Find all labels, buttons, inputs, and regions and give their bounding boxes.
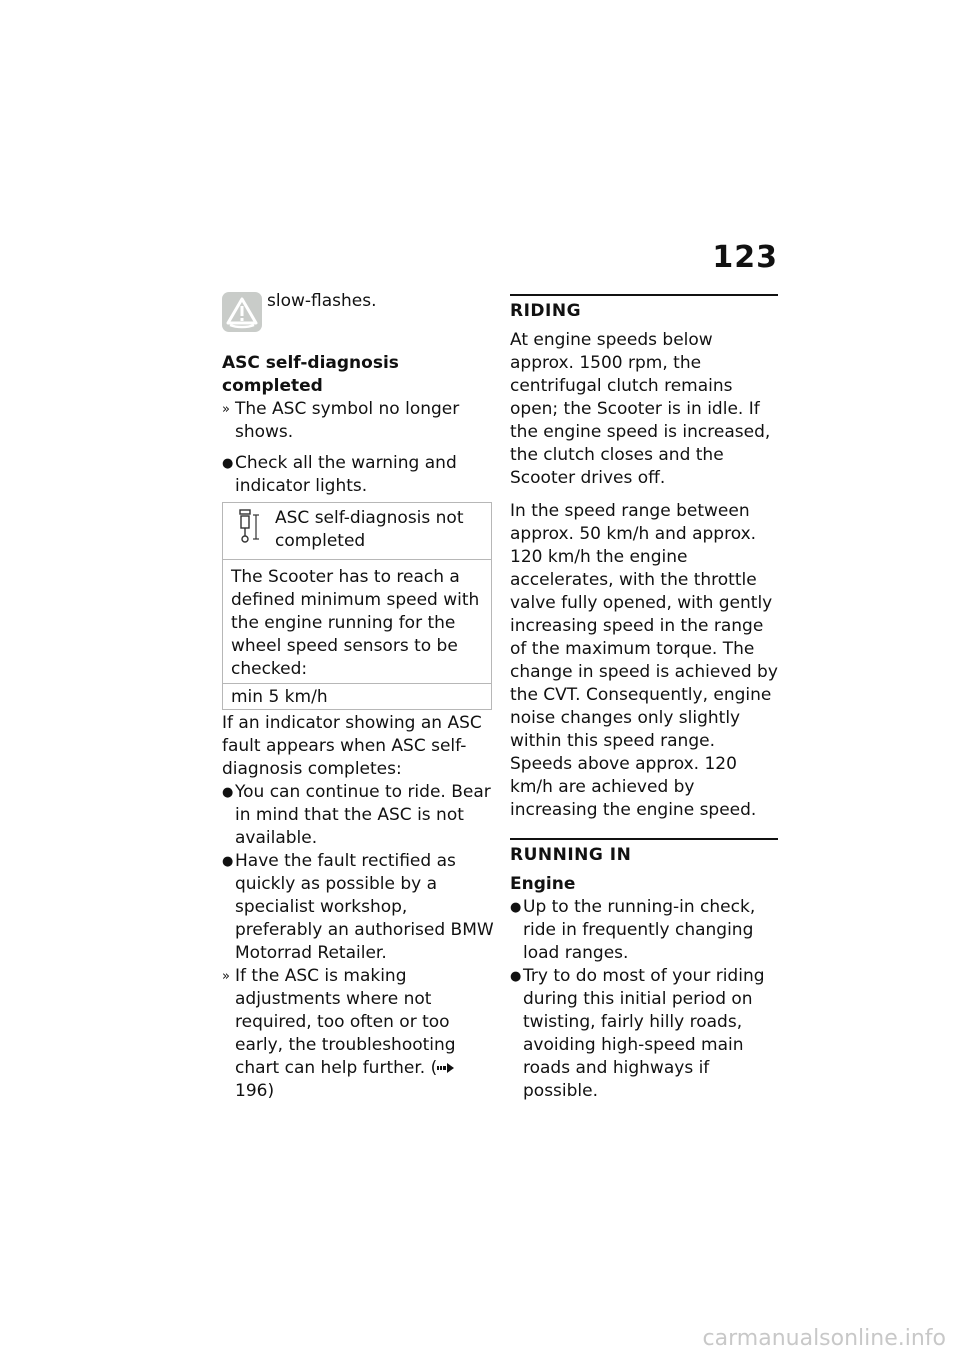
engine-subtitle: Engine	[510, 874, 576, 894]
fault-intro: If an indicator showing an ASC fault appears when ASC self-diagnosis completes:	[222, 713, 482, 779]
running-in-bullet-1: Up to the running-in check, ride in frequently changing load ranges.	[523, 897, 756, 963]
check-lights-text: Check all the warning and indicator lights.	[235, 453, 457, 496]
bullet-marker: ●	[222, 456, 234, 471]
bullet-marker: ●	[222, 785, 234, 800]
warning-flash-row	[222, 290, 494, 352]
riding-paragraph-3: Speeds above approx. 120 km/h are achieved by increasing the engine speed.	[510, 754, 757, 820]
watermark: carmanualsonline.info	[702, 1326, 946, 1351]
riding-paragraph-2: In the speed range between approx. 50 km/h and approx. 120 km/h the engine accelerates, with the throttle valve fully opened, with gently increasing speed in the range of the maximum torque. The change in speed is achieved by the CVT. Consequently, engine noise changes only slightly within this speed range.	[510, 501, 778, 751]
right-column	[510, 294, 778, 1103]
riding-paragraph-1: At engine speeds below approx. 1500 rpm, the centrifugal clutch remains open; the Scooter is in idle. If the engine speed is increased, the clutch closes and the Scooter drives off.	[510, 330, 771, 488]
list-item	[222, 452, 494, 498]
result-item: » If the ASC is making adjustments where not required, too often or too early, the troubleshooting chart can help further. ( 196)	[222, 966, 456, 1101]
rectify-fault-text: Have the fault rectified as quickly as possible by a specialist workshop, preferably an authorised BMW Motorrad Retailer.	[235, 851, 494, 963]
section-divider	[510, 294, 778, 296]
section-divider	[510, 838, 778, 840]
running-in-title: RUNNING IN	[510, 845, 632, 865]
result-text: The ASC symbol no longer shows.	[235, 399, 460, 442]
spec-table-header	[223, 503, 491, 560]
spec-table-body: The Scooter has to reach a defined minimum speed with the engine running for the wheel speed sensors to be checked:	[223, 560, 491, 684]
spec-table-title: ASC self-diagnosis not completed	[275, 508, 464, 551]
running-in-bullet-2: Try to do most of your riding during this initial period on twisting, fairly hilly roads, avoiding high-speed main roads and highways if possible.	[523, 966, 765, 1101]
page-reference[interactable]: 196	[235, 1081, 268, 1101]
list-item	[222, 781, 494, 850]
list-item	[510, 965, 778, 1103]
continue-ride-text: You can continue to ride. Bear in mind that the ASC is not available.	[235, 782, 491, 848]
result-item	[222, 398, 494, 444]
bullet-marker: ●	[510, 900, 522, 915]
result-marker: »	[222, 969, 230, 984]
min-speed-spec-icon	[237, 509, 259, 543]
bullet-marker: ●	[510, 969, 522, 984]
list-item	[510, 896, 778, 965]
left-column	[222, 290, 494, 1103]
list-item	[222, 850, 494, 965]
diag-completed-heading: ASC self-diagnosis completed	[222, 353, 399, 396]
riding-title: RIDING	[510, 301, 582, 321]
bullet-marker: ●	[222, 854, 234, 869]
page-number: 123	[712, 240, 778, 275]
spec-table-value: min 5 km/h	[231, 687, 328, 707]
spec-table	[222, 502, 492, 710]
page-reference-arrow-icon	[437, 1062, 455, 1074]
flash-text: slow-flashes.	[267, 291, 377, 311]
result-marker: »	[222, 402, 230, 417]
asc-warning-triangle-icon	[222, 292, 262, 332]
troubleshoot-text: If the ASC is making adjustments where not required, too often or too early, the troubleshooting chart can help further.	[235, 966, 456, 1078]
